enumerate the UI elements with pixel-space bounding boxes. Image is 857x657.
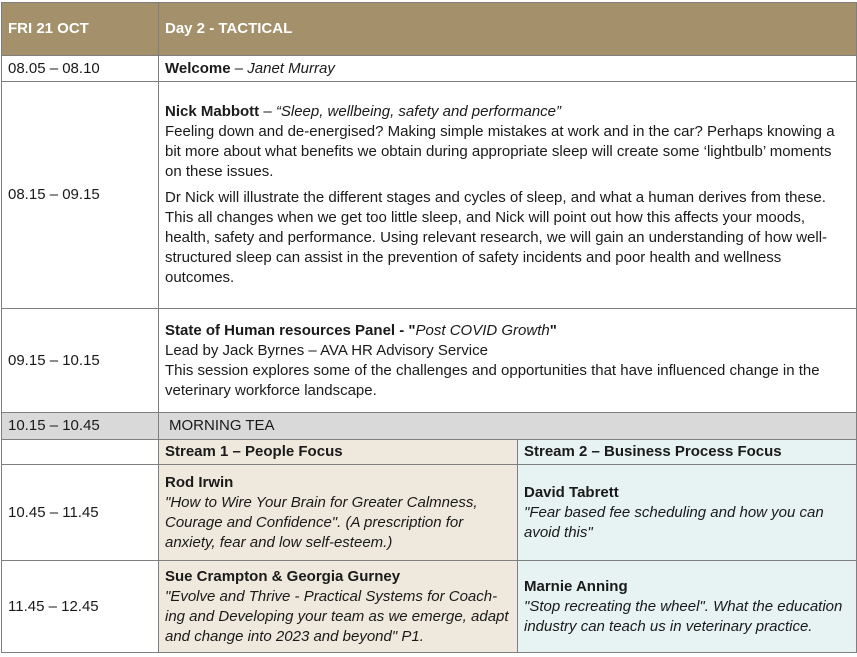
stream1-title: Stream 1 – People Focus: [165, 443, 343, 460]
row1-time: 10.45 – 11.45: [2, 465, 159, 561]
session1-heading: [165, 102, 850, 122]
stream-row-1: [2, 465, 857, 561]
streams-row: [2, 440, 857, 465]
row1-s2-talk: "Fear based fee scheduling and how you can avoid this": [524, 503, 824, 541]
welcome-cell: [159, 56, 857, 82]
stream1-header: [159, 440, 518, 465]
row1-s1-speaker: Rod Irwin: [165, 473, 234, 491]
session1-para2: Dr Nick will illustrate the different stages and cycles of sleep, and what a human derives from these. This all changes when we get too little sleep, and Nick will point out how this affects your moods, health, safety and performance. Using relevant research, we will gain an understanding of how well-structured sleep can assist in the prevention of safety incidents and poor health and wellness outcomes.: [165, 189, 828, 286]
row2-s1-speaker: Sue Crampton & Georgia Gurney: [165, 567, 401, 585]
welcome-sep: –: [230, 59, 248, 77]
session1-para1: Feeling down and de-energised? Making simple mistakes at work and in the car? Perhaps knowing a bit more about what benefits we obtain during appropriate sleep will create some ‘lightbulb’ moments on these issues.: [165, 123, 835, 180]
welcome-title: Welcome: [165, 59, 231, 77]
welcome-row: [2, 56, 857, 82]
header-date: FRI 21 OCT: [2, 3, 159, 56]
stream2-header: [518, 440, 857, 465]
header-day: Day 2 - TACTICAL: [159, 3, 857, 56]
row2-stream1-cell: [159, 561, 518, 653]
session1-speaker: Nick Mabbott: [165, 103, 260, 120]
row2-time: 11.45 – 12.45: [2, 561, 159, 653]
row2-stream2-cell: [518, 561, 857, 653]
row2-s2-speaker: Marnie Anning: [524, 577, 628, 595]
row1-s2-speaker: David Tabrett: [524, 483, 619, 501]
session2-close: ": [549, 321, 557, 339]
tea-row: [2, 413, 857, 440]
tea-time: 10.15 – 10.45: [2, 413, 159, 440]
header-row: [2, 3, 857, 56]
welcome-time: 08.05 – 08.10: [2, 56, 159, 82]
session1-time: 08.15 – 09.15: [2, 82, 159, 309]
session1-sep: –: [259, 103, 276, 120]
stream-row-2: [2, 561, 857, 653]
agenda-table: [1, 2, 857, 653]
welcome-speaker: Janet Murray: [247, 59, 335, 77]
session2-talk: Post COVID Growth: [415, 321, 550, 339]
session2-cell: [159, 309, 857, 413]
row1-s1-talk: "How to Wire Your Brain for Greater Calmness, Courage and Confidence". (A prescription for anxiety, fear and low self-esteem.): [165, 493, 478, 551]
session2-time: 09.15 – 10.15: [2, 309, 159, 413]
row1-stream1-cell: [159, 465, 518, 561]
session1-cell: [159, 82, 857, 309]
session1-talk: “Sleep, wellbeing, safety and performance”: [275, 103, 562, 120]
session1-row: [2, 82, 857, 309]
row2-s1-talk: "Evolve and Thrive - Practical Systems for Coach-ing and Developing your team as we emerge, adapt and change into 2023 and beyond" P1.: [165, 587, 509, 645]
streams-time-blank: [2, 440, 159, 465]
row1-stream2-cell: [518, 465, 857, 561]
tea-label: MORNING TEA: [159, 413, 857, 440]
stream2-title: Stream 2 – Business Process Focus: [524, 443, 782, 460]
session2-heading: [165, 321, 850, 341]
session2-lead: Lead by Jack Byrnes – AVA HR Advisory Service: [165, 341, 488, 359]
session2-row: [2, 309, 857, 413]
row2-s2-talk: "Stop recreating the wheel". What the education industry can teach us in veterinary practice.: [524, 597, 843, 635]
session2-desc: This session explores some of the challenges and opportunities that have influenced change in the veterinary workforce landscape.: [165, 361, 820, 399]
session2-title: State of Human resources Panel: [165, 321, 396, 339]
session2-sep: - ": [395, 321, 416, 339]
